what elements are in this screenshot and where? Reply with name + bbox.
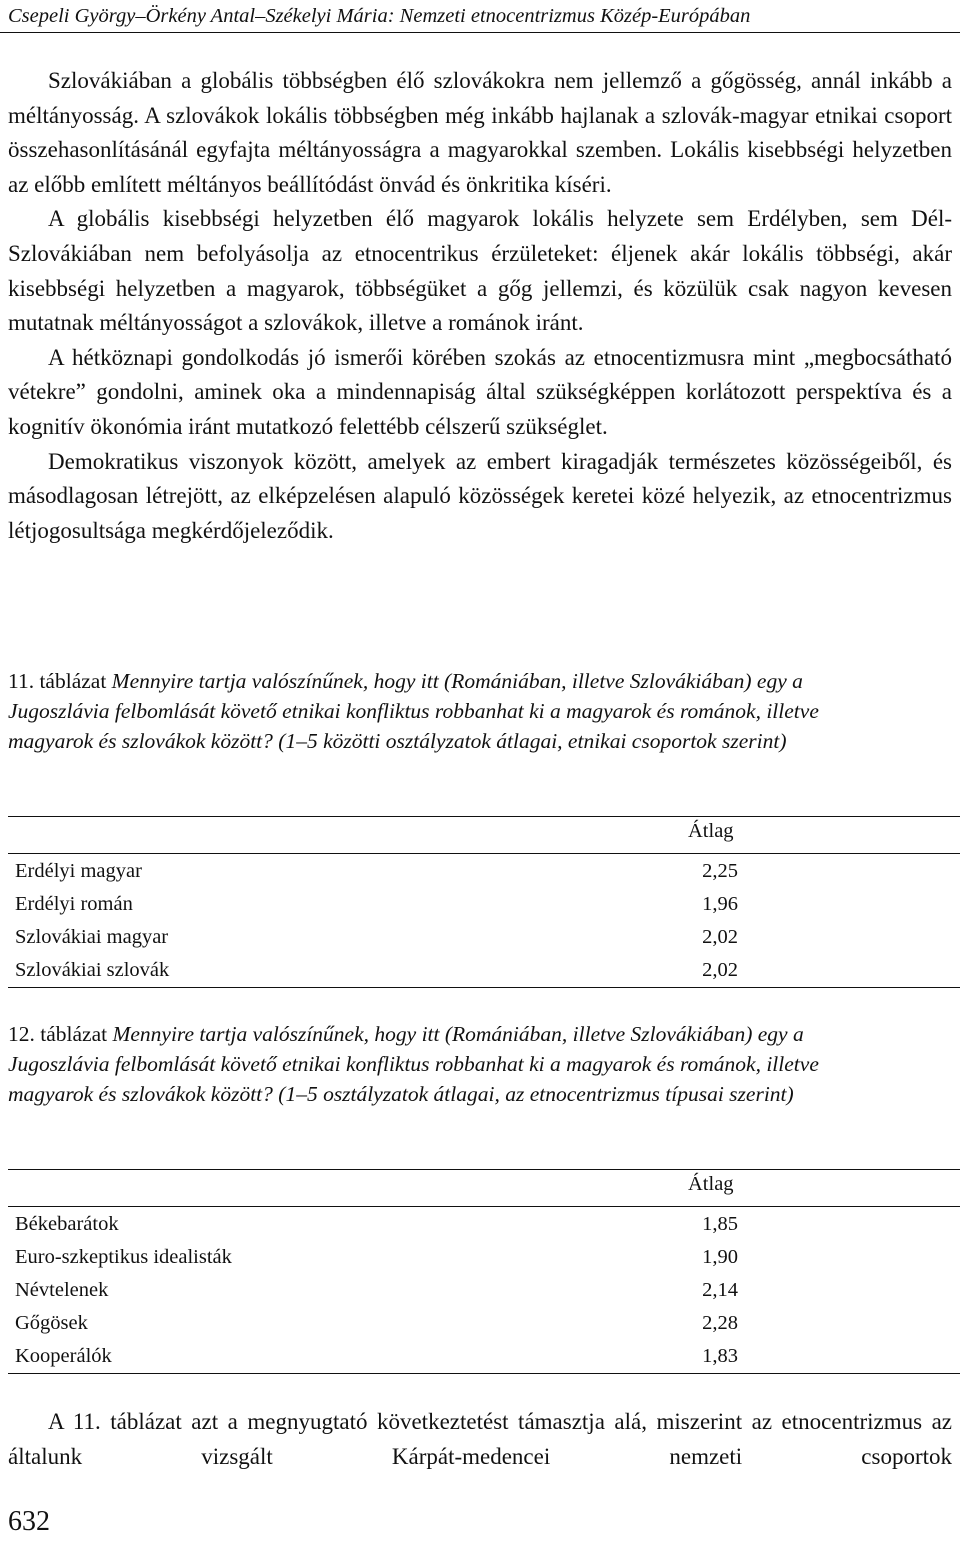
row-label: Gőgösek [15, 1312, 88, 1334]
table-12-caption-text: Mennyire tartja valószínűnek, hogy itt (Romániában, illetve Szlovákiában) egy a Jugoszlávia felbomlását követő etnikai konfliktus robbanhat ki a magyarok és románok, illetve magyarok és szlovákok között? (1–5 osztályzatok átlagai, az etnocentrizmus típusai szerint) [8, 1022, 819, 1107]
row-label: Szlovákiai magyar [15, 926, 169, 948]
row-value: 2,28 [702, 1312, 738, 1334]
table-11-bottom-rule [8, 987, 960, 988]
paragraph: A globális kisebbségi helyzetben élő magyarok lokális helyzete sem Erdélyben, sem Dél-Szlovákiában nem befolyásolja az etnocentrikus érzületeket: éljenek akár lokális többségi, akár kisebbségi helyzetben a magyarok, többségüket a gőg jellemzi, és közülük csak nagyon kevesen mutatnak méltányosságot a szlovákok, illetve a románok iránt. [8, 206, 952, 336]
table-11-caption-text: Mennyire tartja valószínűnek, hogy itt (Romániában, illetve Szlovákiában) egy a Jugoszlávia felbomlását követő etnikai konfliktus robbanhat ki a magyarok és románok, illetve magyarok és szlovákok között? (1–5 közötti osztályzatok átlagai, etnikai csoportok szerint) [8, 669, 819, 754]
row-label: Névtelenek [15, 1279, 109, 1301]
row-value: 1,96 [702, 893, 738, 915]
row-value: 2,02 [702, 926, 738, 948]
table-row [8, 1307, 738, 1340]
paragraph: Demokratikus viszonyok között, amelyek az embert kiragadják természetes közösségeiből, és másodlagosan létrejött, az elképzelésen alapuló közösségek keretei közé helyezik, az etnocentrizmus létjogosultsága megkérdőjeleződik. [8, 448, 952, 543]
paragraph: Szlovákiában a globális többségben élő szlovákokra nem jellemző a gőgösség, annál inkább a méltányosság. A szlovákok lokális többségben még inkább hajlanak a szlovák-magyar etnikai csoport összehasonlításánál egyfajta méltányosságra a magyarokkal szemben. Lokális kisebbségi helyzetben az előbb említett méltányos beállítódást önvád és önkritika kíséri. [8, 68, 952, 197]
table-row [8, 1340, 738, 1373]
row-value: 1,90 [702, 1246, 738, 1268]
table-row [8, 1208, 738, 1241]
row-value: 1,83 [702, 1345, 738, 1367]
table-12-top-rule [8, 1169, 960, 1170]
table-12-header-rule [8, 1206, 960, 1207]
table-12-caption [8, 1019, 908, 1110]
row-label: Erdélyi magyar [15, 860, 142, 882]
table-11-top-rule [8, 816, 960, 817]
table-11-caption [8, 666, 908, 757]
table-row [8, 954, 738, 987]
paragraph: A 11. táblázat azt a megnyugtató következtetést támasztja alá, miszerint az etnocentrizmus az általunk vizsgált Kárpát-medencei nemzeti csoportok [8, 1409, 952, 1469]
row-label: Kooperálók [15, 1345, 112, 1367]
table-12-column-header: Átlag [688, 1173, 734, 1195]
running-header: Csepeli György–Örkény Antal–Székelyi Mária: Nemzeti etnocentrizmus Közép-Európában [0, 0, 960, 33]
paragraph: A hétköznapi gondolkodás jó ismerői körében szokás az etnocentizmusra mint „megbocsátható vétekre” gondolni, aminek oka a mindennapiság által szükségképpen korlátozott perspektíva és a kognitív ökonómia iránt mutatkozó felettébb célszerű szükséglet. [8, 344, 952, 439]
table-12-number: 12. [8, 1022, 35, 1046]
table-row [8, 888, 738, 921]
closing-paragraph [8, 1405, 952, 1474]
table-12-word: táblázat [40, 1022, 108, 1046]
row-label: Békebarátok [15, 1213, 119, 1235]
table-row [8, 855, 738, 888]
row-label: Erdélyi román [15, 893, 133, 915]
body-text [8, 64, 952, 548]
table-row [8, 1274, 738, 1307]
table-row [8, 1241, 738, 1274]
row-value: 2,14 [702, 1279, 738, 1301]
row-value: 1,85 [702, 1213, 738, 1235]
row-value: 2,25 [702, 860, 738, 882]
row-label: Szlovákiai szlovák [15, 959, 170, 981]
table-12-bottom-rule [8, 1373, 960, 1374]
table-row [8, 921, 738, 954]
row-label: Euro-szkeptikus idealisták [15, 1246, 232, 1268]
table-11-word: táblázat [39, 669, 107, 693]
page-number: 632 [8, 1506, 50, 1537]
table-11-number: 11. [8, 669, 35, 693]
table-11-header-rule [8, 853, 960, 854]
table-11-column-header: Átlag [688, 820, 734, 842]
row-value: 2,02 [702, 959, 738, 981]
